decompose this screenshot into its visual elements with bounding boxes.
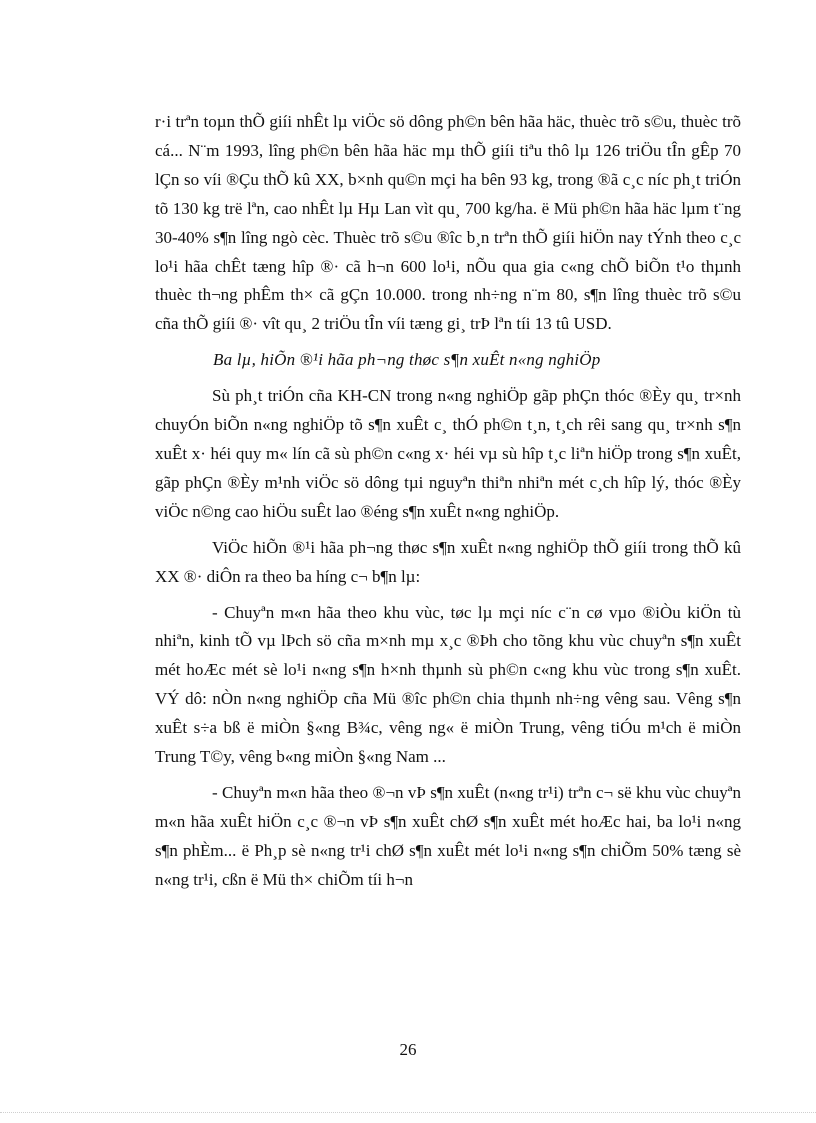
paragraph-development: Sù ph¸t triÓn cña KH-CN trong n«ng nghiÖp gãp phÇn thóc ®Èy qu¸ tr×nh chuyÓn biÕn n«ng nghiÖp tõ s¶n xuÊt c¸ thÓ ph©n t¸n, t¸ch rêi sang qu¸ tr×nh s¶n xuÊt x· héi quy m« lín cã sù ph©n c«ng x· héi vµ sù hîp t¸c liªn hiÖp trong s¶n xuÊt, gãp phÇn ®Èy m¹nh viÖc sö dông tµi nguyªn thiªn nhiªn mét c¸ch hîp lý, thóc ®Èy viÖc n©ng cao hiÖu suÊt lao ®éng s¶n xuÊt n«ng nghiÖp.: [155, 386, 741, 521]
page-number: 26: [399, 1040, 417, 1059]
spacer: [155, 772, 741, 779]
paragraph-continuation: r·i trªn toµn thÕ giíi nhÊt lµ viÖc sö dông ph©n bên hãa häc, thuèc trõ s©u, thuèc trõ cá... N¨m 1993, lîng ph©n bên hãa häc mµ thÕ giíi tiªu thô lµ 126 triÖu tÎn gÊp 70 lÇn so víi ®Çu thÕ kû XX, b×nh qu©n mçi ha bên 93 kg, trong ®ã c¸c níc ph¸t triÓn tõ 130 kg trë lªn, cao nhÊt lµ Hµ Lan vìt qu¸ 700 kg/ha. ë Mü ph©n hãa häc lµm t¨ng 30-40% s¶n lîng ngò cèc. Thuèc trõ s©u ®îc b¸n trªn thÕ giíi hiÖn nay tÝnh theo c¸c lo¹i hãa chÊt tæng hîp ®· cã h¬n 600 lo¹i, nÕu qua gia c«ng chÕ biÕn t¹o thµnh thuèc th¬ng phÊm th× cã gÇn 10.000. trong nh÷ng n¨m 80, s¶n lîng thuèc trõ s©u cña thÕ giíi ®· vît qu¸ 2 triÖu tÎn víi tæng gi¸ trÞ lªn tíi 13 tû USD.: [155, 112, 741, 334]
spacer: [155, 527, 741, 534]
page-body: [155, 108, 741, 895]
paragraph-unit-specialization: - Chuyªn m«n hãa theo ®¬n vÞ s¶n xuÊt (n«ng tr¹i) trªn c¬ së khu vùc chuyªn m«n hãa xuÊt hiÖn c¸c ®¬n vÞ s¶n xuÊt chØ s¶n xuÊt mét hoÆc hai, ba lo¹i n«ng s¶n phÈm... ë Ph¸p sè n«ng tr¹i chØ s¶n xuÊt mét lo¹i n«ng s¶n chiÕm 50% tæng sè n«ng tr¹i, cßn ë Mü th× chiÕm tíi h¬n: [155, 782, 741, 889]
spacer: [155, 592, 741, 599]
spacer: [155, 339, 741, 346]
paragraph-directions-intro: ViÖc hiÕn ®¹i hãa ph¬ng thøc s¶n xuÊt n«ng nghiÖp thÕ giíi trong thÕ kû XX ®· diÔn ra theo ba híng c¬ b¶n lµ:: [155, 537, 741, 586]
paragraph-regional-specialization: - Chuyªn m«n hãa theo khu vùc, tøc lµ mçi níc c¨n cø vµo ®iÒu kiÖn tù nhiªn, kinh tÕ vµ lÞch sö cña m×nh mµ x¸c ®Þh cho tõng khu vùc chuyªn s¶n xuÊt mét hoÆc mét sè lo¹i n«ng s¶n h×nh thµnh sù ph©n c«ng khu vùc trong s¶n xuÊt. VÝ dô: nÒn n«ng nghiÖp cña Mü ®îc ph©n chia thµnh nh÷ng vêng sau. Vêng s¶n xuÊt s÷a bß ë miÒn §«ng B¾c, vêng ng« ë miÒn Trung, vêng tiÓu m¹ch ë miÒn Trung T©y, vêng b«ng miÒn §«ng Nam ...: [155, 602, 741, 767]
spacer: [155, 375, 741, 382]
page-bottom-divider: [0, 1112, 816, 1113]
section-heading: Ba lµ, hiÕn ®¹i hãa ph¬ng thøc s¶n xuÊt n«ng nghiÖp: [213, 350, 601, 370]
